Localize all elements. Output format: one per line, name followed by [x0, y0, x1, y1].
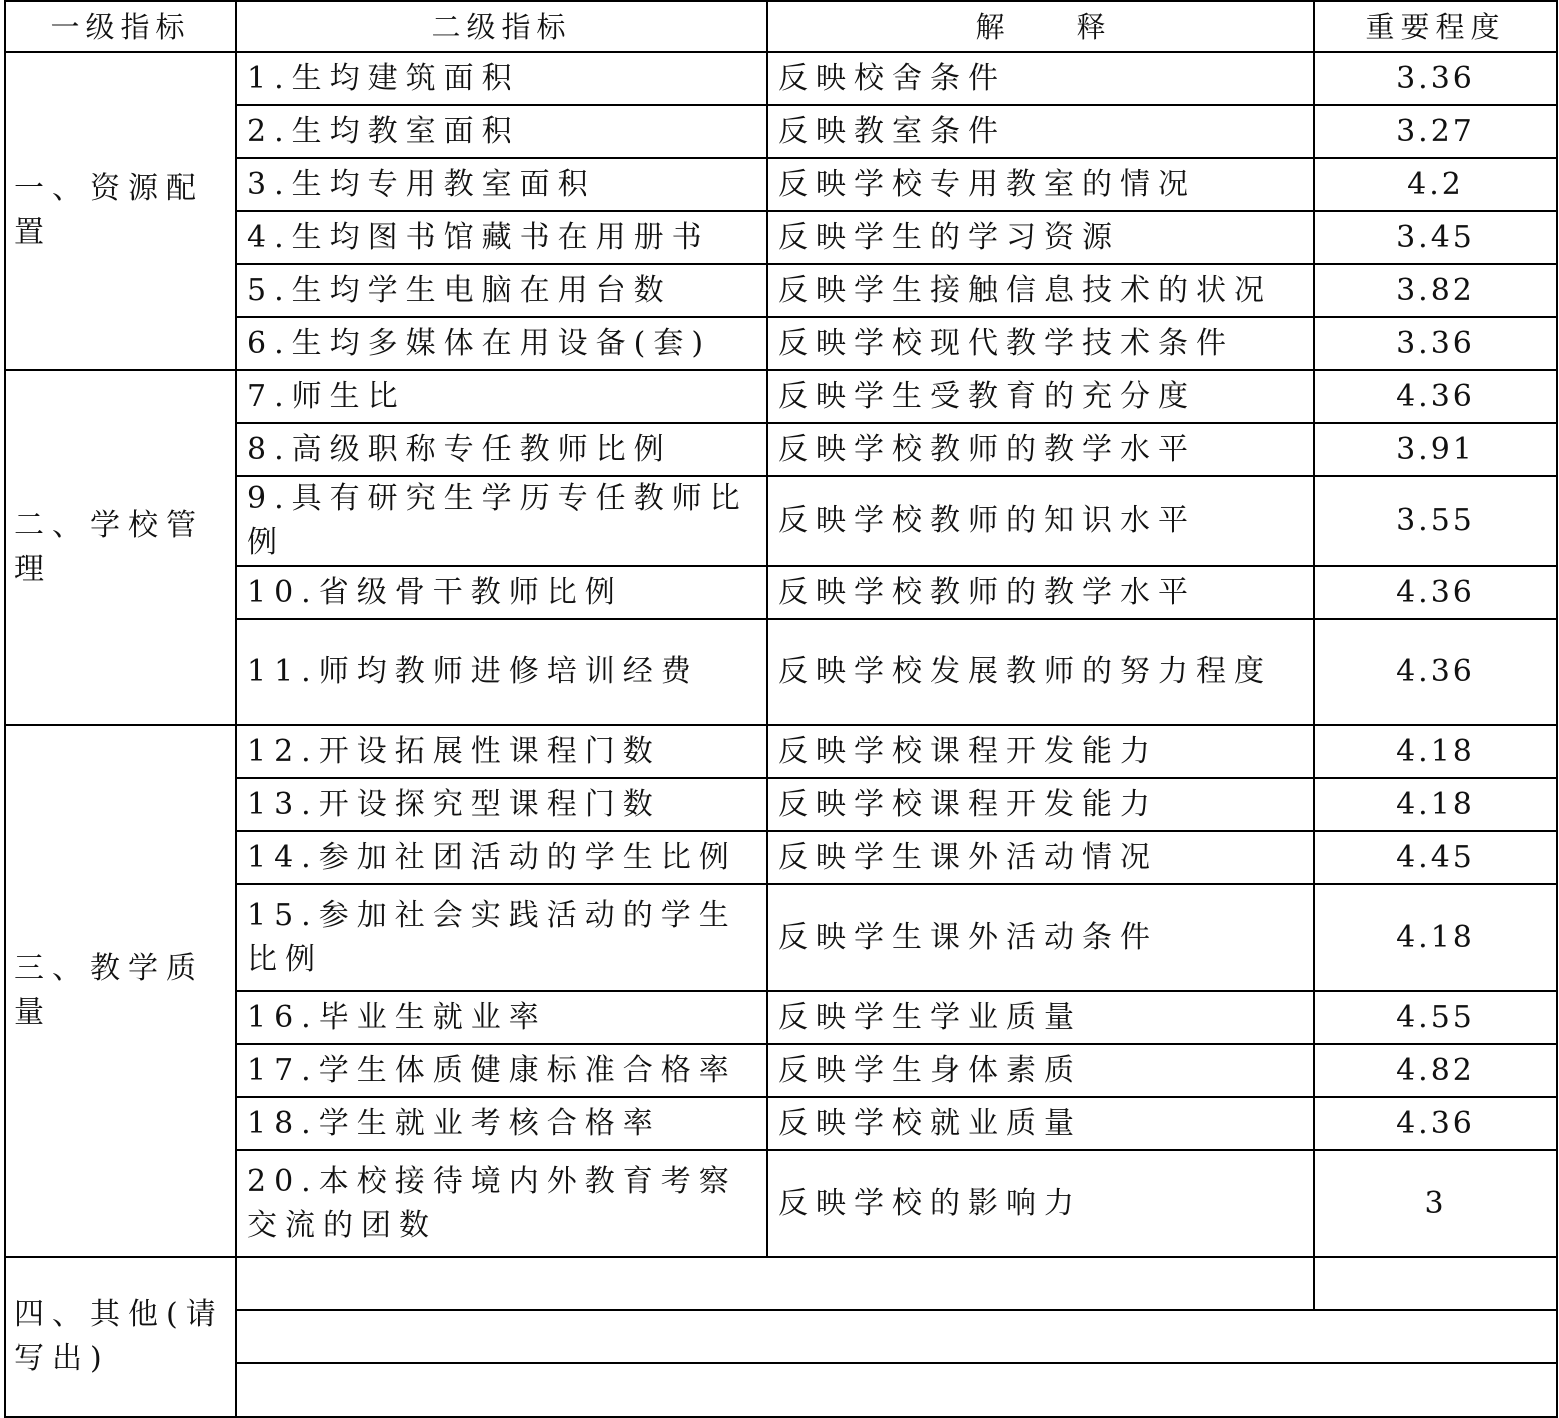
explain-cell: 反映学生课外活动情况 [767, 831, 1314, 884]
score-cell: 3.45 [1314, 211, 1557, 264]
score-cell: 4.36 [1314, 1097, 1557, 1150]
explain-cell: 反映学校现代教学技术条件 [767, 317, 1314, 370]
table-row [5, 725, 1557, 778]
table-row [5, 1044, 1557, 1097]
indicator-table [4, 0, 1558, 1418]
blank-cell [236, 1257, 1314, 1310]
score-cell: 4.45 [1314, 831, 1557, 884]
header-explain-a: 解 [975, 9, 1005, 44]
table-row [5, 158, 1557, 211]
explain-cell: 反映教室条件 [767, 105, 1314, 158]
item-cell: 5.生均学生电脑在用台数 [236, 264, 767, 317]
score-cell: 3.27 [1314, 105, 1557, 158]
blank-cell [1314, 1257, 1557, 1310]
item-cell: 11.师均教师进修培训经费 [236, 619, 767, 725]
explain-cell: 反映学校课程开发能力 [767, 778, 1314, 831]
item-cell: 2.生均教室面积 [236, 105, 767, 158]
explain-cell: 反映学校专用教室的情况 [767, 158, 1314, 211]
explain-cell: 反映学生身体素质 [767, 1044, 1314, 1097]
score-cell: 4.82 [1314, 1044, 1557, 1097]
item-cell: 15.参加社会实践活动的学生比例 [236, 884, 767, 991]
explain-cell: 反映学生接触信息技术的状况 [767, 264, 1314, 317]
table-row [5, 831, 1557, 884]
score-cell: 3 [1314, 1150, 1557, 1257]
item-cell: 4.生均图书馆藏书在用册书 [236, 211, 767, 264]
table-row [5, 476, 1557, 566]
item-cell: 8.高级职称专任教师比例 [236, 423, 767, 476]
header-explain [767, 1, 1314, 52]
table-row [5, 1150, 1557, 1257]
score-cell: 3.36 [1314, 52, 1557, 105]
explain-cell: 反映学生的学习资源 [767, 211, 1314, 264]
item-cell: 13.开设探究型课程门数 [236, 778, 767, 831]
table-row [5, 991, 1557, 1044]
item-cell: 20.本校接待境内外教育考察交流的团数 [236, 1150, 767, 1257]
score-cell: 4.18 [1314, 884, 1557, 991]
item-cell: 7.师生比 [236, 370, 767, 423]
header-importance: 重要程度 [1314, 1, 1557, 52]
score-cell: 4.2 [1314, 158, 1557, 211]
item-cell: 1.生均建筑面积 [236, 52, 767, 105]
header-level2: 二级指标 [236, 1, 767, 52]
score-cell: 4.18 [1314, 725, 1557, 778]
item-cell: 18.学生就业考核合格率 [236, 1097, 767, 1150]
blank-cell [236, 1363, 1557, 1417]
score-cell: 4.36 [1314, 619, 1557, 725]
explain-cell: 反映学生学业质量 [767, 991, 1314, 1044]
table-row [5, 264, 1557, 317]
score-cell: 3.55 [1314, 476, 1557, 566]
table-row [5, 423, 1557, 476]
item-cell: 17.学生体质健康标准合格率 [236, 1044, 767, 1097]
group-label-management: 二、学校管理 [5, 370, 236, 725]
item-cell: 12.开设拓展性课程门数 [236, 725, 767, 778]
explain-cell: 反映校舍条件 [767, 52, 1314, 105]
table-row-blank [5, 1363, 1557, 1417]
item-cell: 16.毕业生就业率 [236, 991, 767, 1044]
group-label-resources: 一、资源配置 [5, 52, 236, 370]
group-label-quality: 三、教学质量 [5, 725, 236, 1257]
table-row [5, 211, 1557, 264]
header-row [5, 1, 1557, 52]
score-cell: 3.36 [1314, 317, 1557, 370]
score-cell: 4.55 [1314, 991, 1557, 1044]
score-cell: 4.36 [1314, 566, 1557, 619]
explain-cell: 反映学校的影响力 [767, 1150, 1314, 1257]
score-cell: 4.18 [1314, 778, 1557, 831]
explain-cell: 反映学校教师的知识水平 [767, 476, 1314, 566]
header-level1: 一级指标 [5, 1, 236, 52]
item-cell: 3.生均专用教室面积 [236, 158, 767, 211]
header-explain-b: 释 [1076, 9, 1106, 44]
table-row [5, 778, 1557, 831]
explain-cell: 反映学校教师的教学水平 [767, 566, 1314, 619]
explain-cell: 反映学校课程开发能力 [767, 725, 1314, 778]
table-row-blank [5, 1257, 1557, 1310]
table-row-blank [5, 1310, 1557, 1363]
score-cell: 3.82 [1314, 264, 1557, 317]
score-cell: 4.36 [1314, 370, 1557, 423]
explain-cell: 反映学校教师的教学水平 [767, 423, 1314, 476]
table-row [5, 566, 1557, 619]
explain-cell: 反映学校发展教师的努力程度 [767, 619, 1314, 725]
item-cell: 10.省级骨干教师比例 [236, 566, 767, 619]
explain-cell: 反映学校就业质量 [767, 1097, 1314, 1150]
group-label-other: 四、其他(请写出) [5, 1257, 236, 1417]
table-row [5, 619, 1557, 725]
item-cell: 9.具有研究生学历专任教师比例 [236, 476, 767, 566]
table-row [5, 317, 1557, 370]
table-row [5, 1097, 1557, 1150]
table-row [5, 884, 1557, 991]
table-row [5, 52, 1557, 105]
explain-cell: 反映学生课外活动条件 [767, 884, 1314, 991]
explain-cell: 反映学生受教育的充分度 [767, 370, 1314, 423]
score-cell: 3.91 [1314, 423, 1557, 476]
item-cell: 14.参加社团活动的学生比例 [236, 831, 767, 884]
item-cell: 6.生均多媒体在用设备(套) [236, 317, 767, 370]
blank-cell [236, 1310, 1557, 1363]
table-row [5, 105, 1557, 158]
table-row [5, 370, 1557, 423]
